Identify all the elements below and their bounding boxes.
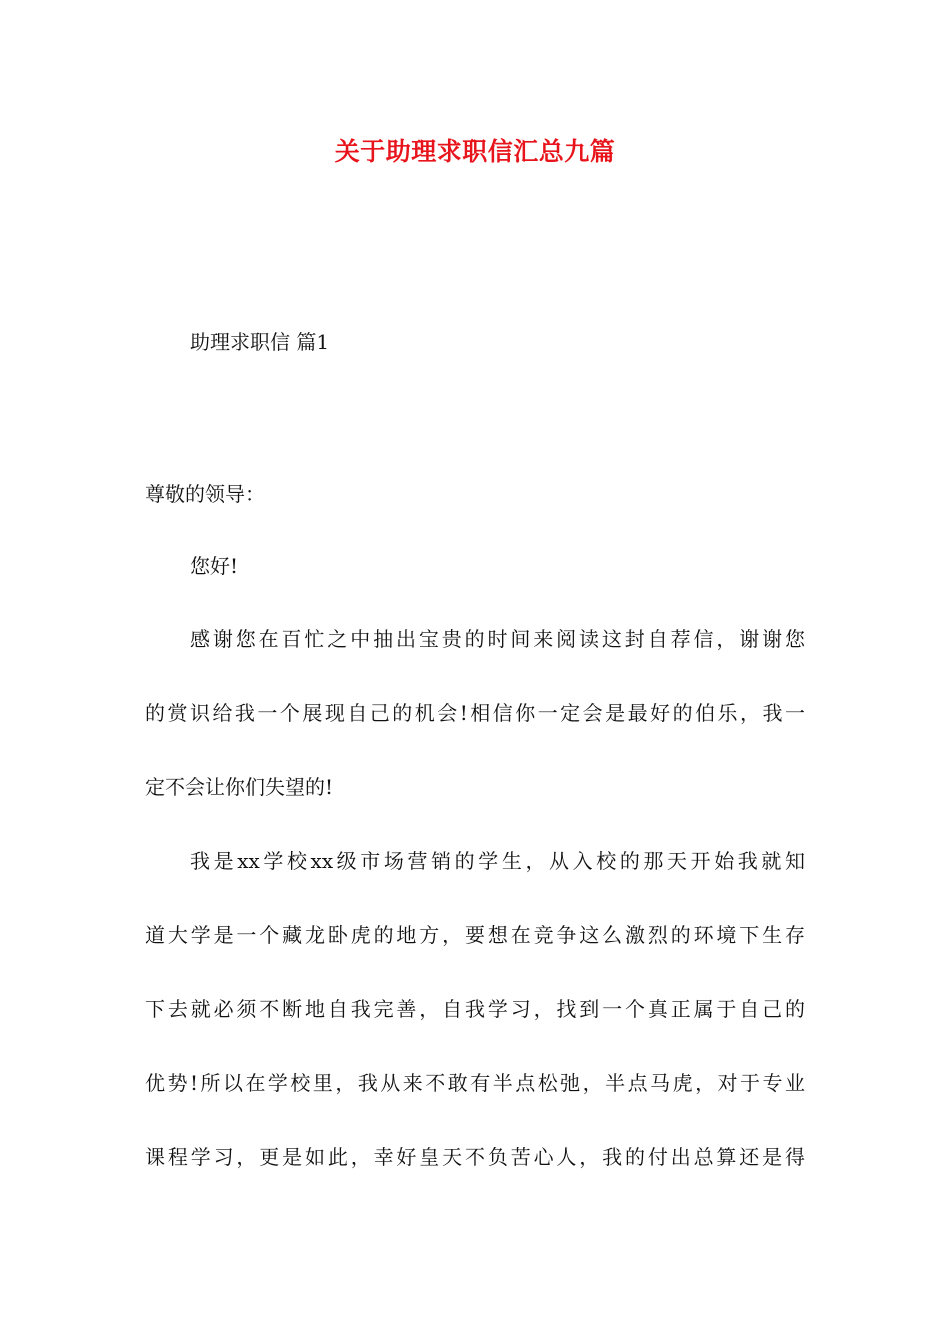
paragraph-1 <box>145 602 805 824</box>
salutation: 尊敬的领导： <box>145 482 265 506</box>
document-title: 关于助理求职信汇总九篇 <box>334 137 616 166</box>
paragraph-line: 课程学习，更是如此，幸好皇天不负苦心人，我的付出总算还是得 <box>145 1145 805 1169</box>
paragraph-line: 感谢您在百忙之中抽出宝贵的时间来阅读这封自荐信，谢谢您 <box>190 627 805 651</box>
section-heading: 助理求职信 篇1 <box>190 330 330 354</box>
paragraph-2 <box>145 824 805 1194</box>
paragraph-line: 的赏识给我一个展现自己的机会!相信你一定会是最好的伯乐，我一 <box>145 701 805 725</box>
paragraph-line: 优势!所以在学校里，我从来不敢有半点松弛，半点马虎，对于专业 <box>145 1071 805 1095</box>
paragraph-line: 道大学是一个藏龙卧虎的地方，要想在竞争这么激烈的环境下生存 <box>145 923 805 947</box>
paragraph-line: 下去就必须不断地自我完善，自我学习，找到一个真正属于自己的 <box>145 997 805 1021</box>
greeting: 您好! <box>190 554 239 578</box>
paragraph-line: 定不会让你们失望的! <box>145 775 334 799</box>
paragraph-line: 我是xx学校xx级市场营销的学生，从入校的那天开始我就知 <box>190 849 805 873</box>
